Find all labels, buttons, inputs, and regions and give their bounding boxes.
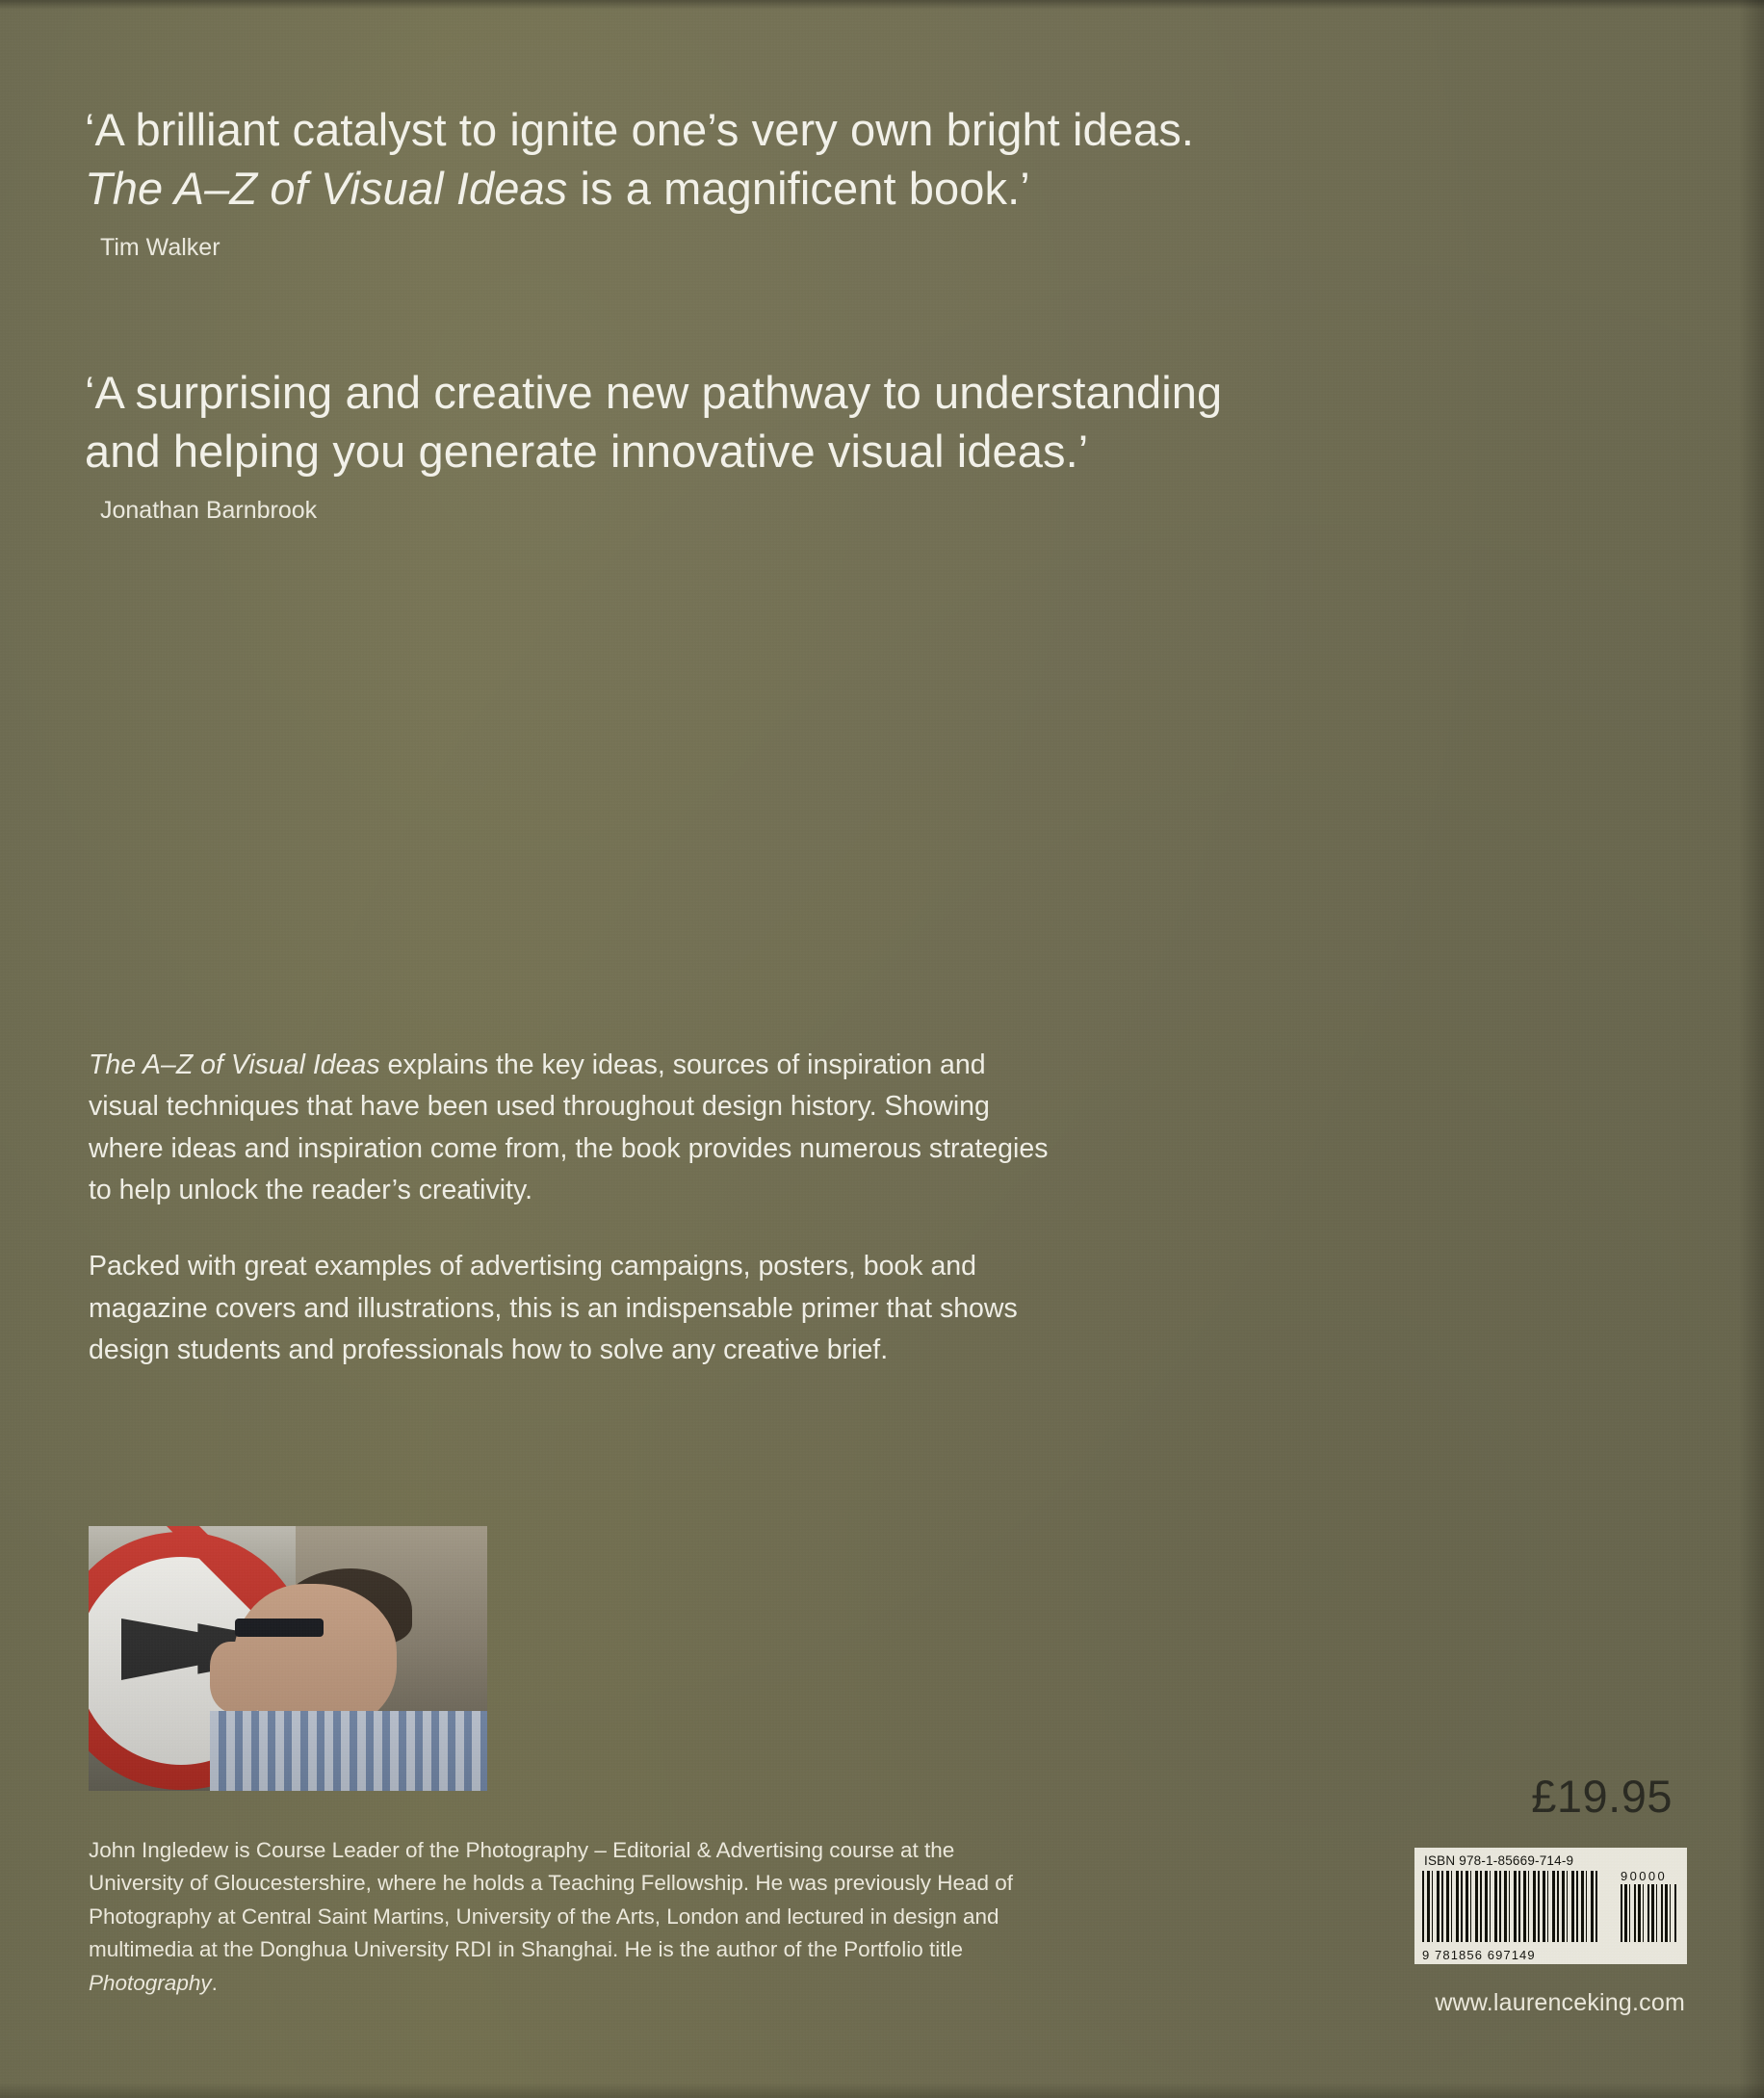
- review-quote-2: [85, 363, 1462, 528]
- author-biography-text-end: .: [211, 1970, 218, 1995]
- barcode-side-digits: 90000: [1621, 1869, 1668, 1883]
- isbn-number: 978-1-85669-714-9: [1459, 1853, 1574, 1868]
- cover-photograph: [89, 1526, 487, 1791]
- review-quote-1-text: [85, 100, 1462, 218]
- book-description-paragraph-1: [89, 1045, 1061, 1211]
- price-label: £19.95: [1531, 1771, 1673, 1822]
- isbn-label: ISBN: [1424, 1853, 1456, 1868]
- book-description-title: The A–Z of Visual Ideas: [89, 1049, 380, 1080]
- review-quote-1-line1: ‘A brilliant catalyst to ignite one’s very own bright ideas.: [85, 104, 1195, 155]
- review-quote-2-text: [85, 363, 1462, 480]
- photograph-image: [89, 1526, 487, 1791]
- review-quote-1-attribution: Tim Walker: [100, 234, 220, 262]
- author-biography-text: John Ingledew is Course Leader of the Photography – Editorial & Advertising course at the University of Gloucestershire, where he holds a Teaching Fellowship. He was previously Head of Photography at Central Saint Martins, University of the Arts, London and lectured in design and multimedia at the Donghua University RDI in Shanghai. He is the author of the Portfolio title: [89, 1838, 1014, 1962]
- review-quotes-section: [85, 100, 1462, 528]
- cover-top-edge-shadow: [0, 0, 1764, 10]
- review-quote-1-line2-rest: is a magnificent book.’: [567, 163, 1030, 215]
- barcode: [1414, 1848, 1687, 1964]
- review-quote-1: [85, 100, 1462, 265]
- book-description: [89, 1045, 1061, 1371]
- cover-bottom-edge-shadow: [0, 2083, 1764, 2098]
- review-quote-2-line1: ‘A surprising and creative new pathway to understanding: [85, 367, 1223, 419]
- author-biography: [89, 1834, 1032, 2000]
- book-description-paragraph-2: Packed with great examples of advertising campaigns, posters, book and magazine covers and illustrations, this is an indispensable primer that shows design students and professionals how to solve any creative brief.: [89, 1251, 1018, 1365]
- isbn-line: [1424, 1853, 1679, 1868]
- photo-vignette: [89, 1526, 487, 1791]
- author-biography-title: Photography: [89, 1970, 212, 1995]
- barcode-bottom-digits: 9 781856 697149: [1422, 1948, 1536, 1962]
- barcode-bars-addon: [1621, 1884, 1678, 1942]
- publisher-url[interactable]: www.laurenceking.com: [1435, 1989, 1685, 2016]
- book-description-paragraph-1-rest: explains the key ideas, sources of inspiration and visual techniques that have been used throughout design history. Showing where ideas and inspiration come from, the book provides numerous strategies to help unlock the reader’s creativity.: [89, 1049, 1049, 1205]
- review-quote-2-attribution: Jonathan Barnbrook: [100, 497, 318, 525]
- review-quote-2-line2: and helping you generate innovative visual ideas.’: [85, 426, 1089, 478]
- barcode-bars-main: [1422, 1871, 1600, 1942]
- review-quote-1-book-title: The A–Z of Visual Ideas: [85, 163, 568, 215]
- cover-right-edge-shadow: [1739, 0, 1764, 2098]
